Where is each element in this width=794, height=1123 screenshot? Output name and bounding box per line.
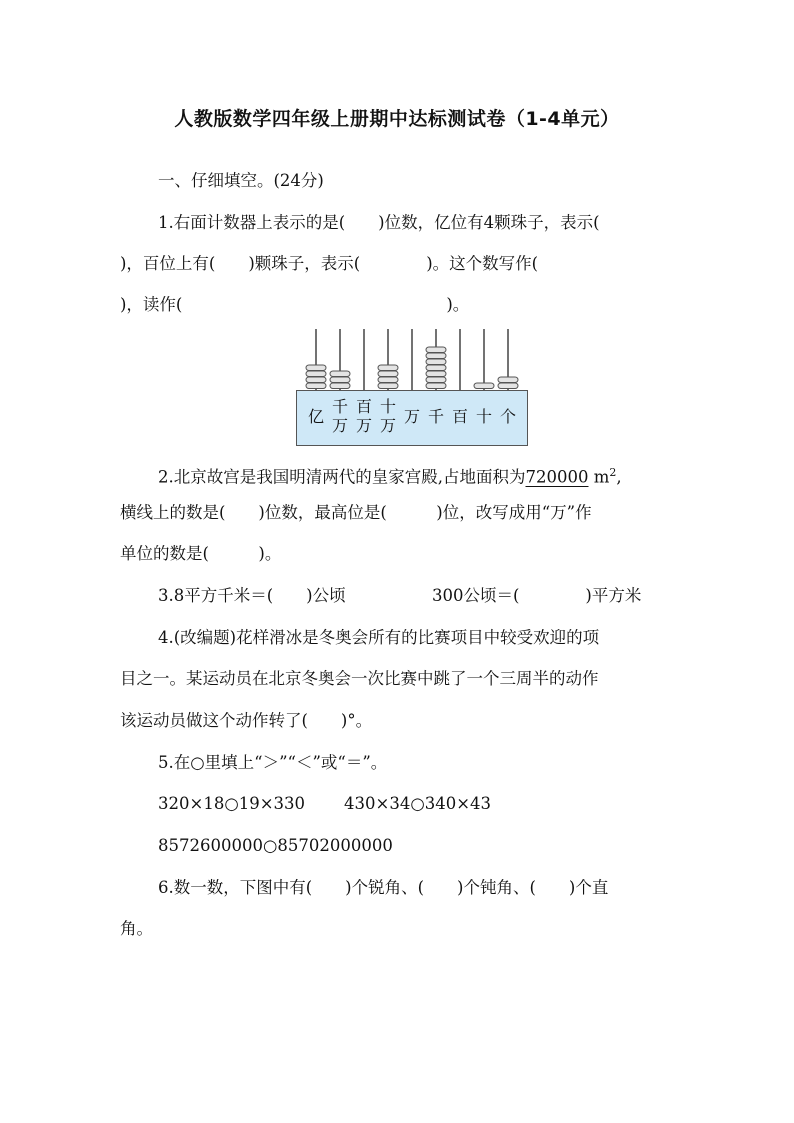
q2-line2: 横线上的数是( )位数，最高位是( )位，改写成用“万”作 xyxy=(120,503,592,522)
q2-unit-sup: 2 xyxy=(609,466,617,479)
q2-area-number: 720000 xyxy=(525,467,589,487)
abacus-label-6: 千 xyxy=(427,407,444,426)
section-heading: 一、仔细填空。(24分) xyxy=(158,171,324,190)
q1-line1: 1.右面计数器上表示的是( )位数，亿位有4颗珠子，表示( xyxy=(158,213,600,232)
q3-part-b: 300公顷＝( )平方米 xyxy=(432,586,642,605)
abacus-label-3: 百 万 xyxy=(355,397,372,435)
abacus-label-1: 亿 xyxy=(307,407,324,426)
abacus-label-5: 万 xyxy=(403,407,420,426)
abacus-label-2: 千 万 xyxy=(331,397,348,435)
abacus-bead xyxy=(426,347,446,353)
q4-line2: 目之一。某运动员在北京冬奥会一次比赛中跳了一个三周半的动作 xyxy=(120,669,599,688)
q2-line1 xyxy=(158,462,622,489)
q2-line3: 单位的数是( )。 xyxy=(120,544,282,563)
abacus-bead xyxy=(330,371,350,377)
abacus-bead xyxy=(498,383,518,389)
page-title: 人教版数学四年级上册期中达标测试卷（1-4单元） xyxy=(174,108,620,130)
q4-line3: 该运动员做这个动作转了( )°。 xyxy=(120,711,373,730)
abacus-bead xyxy=(426,353,446,359)
abacus-bead xyxy=(426,359,446,365)
abacus-rods xyxy=(296,327,528,393)
q4-line1: 4.(改编题)花样滑冰是冬奥会所有的比赛项目中较受欢迎的项 xyxy=(158,628,600,647)
abacus-label-4: 十 万 xyxy=(379,397,396,435)
abacus-bead xyxy=(426,371,446,377)
abacus-bead xyxy=(474,383,494,389)
q1-line3: )，读作( )。 xyxy=(120,295,470,314)
abacus-label-8: 十 xyxy=(475,407,492,426)
abacus-bead xyxy=(306,365,326,371)
abacus-bead xyxy=(426,377,446,383)
q6-line2: 角。 xyxy=(120,919,153,938)
abacus-bead xyxy=(498,377,518,383)
abacus-bead xyxy=(378,371,398,377)
abacus-label-7: 百 xyxy=(451,407,468,426)
abacus-bead xyxy=(378,377,398,383)
q5-expr2: 430×34○340×43 xyxy=(344,794,492,813)
abacus-bead xyxy=(426,383,446,389)
q2-comma: , xyxy=(616,467,622,487)
q5-expr3: 8572600000○85702000000 xyxy=(158,836,393,855)
abacus-figure xyxy=(296,327,528,447)
abacus-bead xyxy=(378,365,398,371)
abacus-bead xyxy=(378,383,398,389)
abacus-bead xyxy=(330,383,350,389)
q1-line2: )，百位上有( )颗珠子，表示( )。这个数写作( xyxy=(120,254,539,273)
q2-text: 2.北京故宫是我国明清两代的皇家宫殿,占地面积为 xyxy=(158,467,526,487)
abacus-bead xyxy=(306,377,326,383)
abacus-bead xyxy=(330,377,350,383)
q6-line1: 6.数一数，下图中有( )个锐角、( )个钝角、( )个直 xyxy=(158,878,609,897)
abacus-bead xyxy=(426,365,446,371)
abacus-bead xyxy=(306,371,326,377)
q3-part-a: 3.8平方千米＝( )公顷 xyxy=(158,586,346,605)
abacus-bead xyxy=(306,383,326,389)
q2-unit: m xyxy=(588,467,610,487)
q5-line1: 5.在○里填上“＞”“＜”或“＝”。 xyxy=(158,753,388,772)
q5-expr1: 320×18○19×330 xyxy=(158,794,306,813)
abacus-label-9: 个 xyxy=(499,407,516,426)
